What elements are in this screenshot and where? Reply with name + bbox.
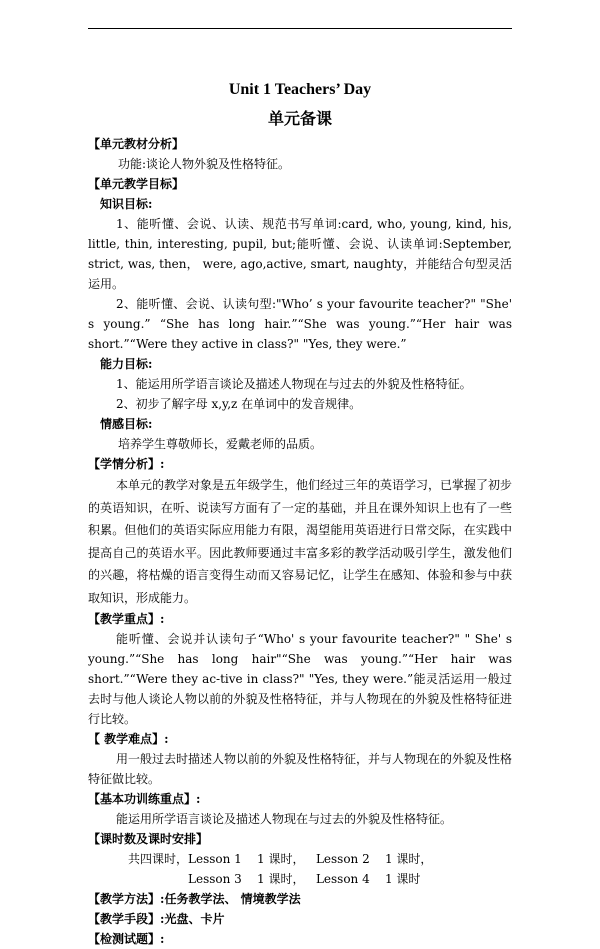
teaching-means-row (88, 909, 512, 929)
ability-goals-heading: 能力目标: (100, 357, 153, 371)
emotion-goal-1: 培养学生尊敬师长，爱戴老师的品质。 (118, 437, 323, 451)
lesson-schedule-line-1: 共四课时，Lesson 1 1 课时， Lesson 2 1 课时， (128, 852, 433, 866)
knowledge-goals-heading: 知识目标: (100, 197, 153, 211)
section-heading-test-questions: 【检测试题】: (88, 932, 165, 946)
section-heading-difficulties: 【 教学难点】: (88, 732, 169, 746)
section-heading-lesson-schedule: 【课时数及课时安排】 (88, 832, 209, 846)
basic-skills-text: 能运用所学语言谈论及描述人物现在与过去的外貌及性格特征。 (116, 812, 453, 826)
teaching-methods-row (88, 889, 512, 909)
emotion-goals-heading: 情感目标: (100, 417, 153, 431)
page-subtitle: 单元备课 (267, 111, 332, 128)
ability-goal-1: 1、能运用所学语言谈论及描述人物现在与过去的外貌及性格特征。 (116, 377, 472, 391)
section-heading-basic-skills: 【基本功训练重点】: (88, 792, 201, 806)
ability-goal-2: 2、初步了解字母 x,y,z 在单词中的发音规律。 (116, 397, 362, 411)
lesson-schedule-line-2: Lesson 3 1 课时， Lesson 4 1 课时 (188, 872, 421, 886)
knowledge-goal-2: 2、能听懂、会说、认读句型:"Who’ s your favourite teacher?" "She' s young.” “She has long hair.”“She was young.”“Her hair was short.”“Were they active in class?" "Yes, they were.” (88, 297, 512, 351)
teaching-means-text: 光盘、卡片 (164, 912, 225, 926)
knowledge-goal-1: 1、能听懂、会说、认读、规范书写单词:card, who, young, kind, his, little, thin, interesting, pupil, but;能听懂、会说、认读单词:September, strict, was, then， were, ago,active, smart, naughty，并能结合句型灵活运用。 (88, 217, 512, 291)
section-heading-teaching-means: 【教学手段】: (88, 912, 165, 926)
section-heading-teaching-methods: 【教学方法】: (88, 892, 165, 906)
material-analysis-text: 功能:谈论人物外貌及性格特征。 (118, 157, 291, 171)
section-heading-key-points: 【教学重点】: (88, 612, 165, 626)
section-heading-teaching-goals: 【单元教学目标】 (88, 177, 185, 191)
header-rule (88, 28, 512, 29)
difficulties-text: 用一般过去时描述人物以前的外貌及性格特征，并与人物现在的外貌及性格特征做比较。 (88, 752, 513, 786)
unit-title: Unit 1 Teachers’ Day (228, 81, 372, 98)
section-heading-material-analysis: 【单元教材分析】 (88, 137, 185, 151)
teaching-methods-text: 任务教学法、 情境教学法 (164, 892, 301, 906)
section-heading-student-analysis: 【学情分析】: (88, 457, 165, 471)
key-points-text: 能听懂、会说并认读句子“Who' s your favourite teacher?" " She' s young.”“She has long hair"“She was young.”“Her hair was short.”“Were they ac-tive in class?" "Yes, they were.”能灵活运用一般过去时与他人谈论人物以前的外貌及性格特征，并与人物现在的外貌及性格特征进行比较。 (88, 632, 512, 726)
document-body (88, 134, 512, 949)
student-analysis-text: 本单元的教学对象是五年级学生，他们经过三年的英语学习，已掌握了初步的英语知识，在听、说读写方面有了一定的基础，并且在课外知识上也有了一些积累。但他们的英语实际应用能力有限，渴望能用英语进行日常交际，在实践中提高自己的英语水平。因此教师要通过丰富多彩的教学活动吸引学生，激发他们的兴趣，将枯燥的语言变得生动而又容易记忆，让学生在感知、体验和参与中获取知识，形成能力。 (88, 478, 513, 605)
